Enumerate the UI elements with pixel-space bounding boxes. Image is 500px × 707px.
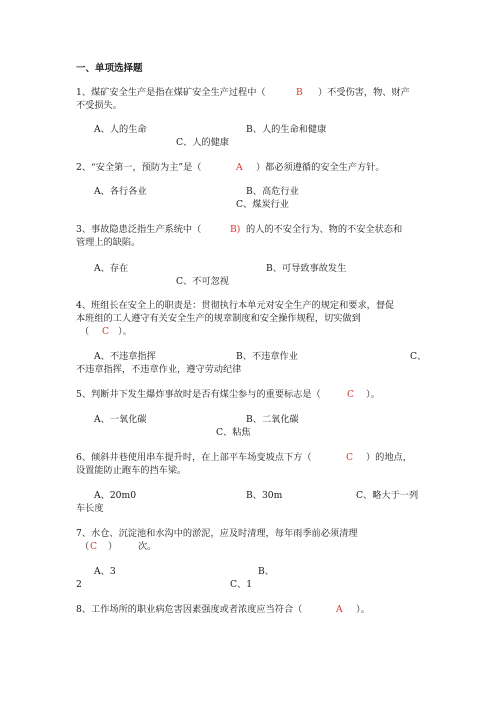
- question-3-option-a: A、存在: [94, 263, 129, 274]
- question-1-option-c: C、人的健康: [176, 137, 229, 148]
- question-2-option-c: C、煤炭行业: [236, 199, 289, 210]
- question-2-option-a: A、各行各业: [94, 186, 147, 197]
- question-6-answer: C: [346, 452, 354, 463]
- question-1-stem-a: 1、煤矿安全生产是指在煤矿安全生产过程中（: [76, 87, 266, 98]
- question-7-answer: C: [90, 541, 98, 552]
- question-4-option-b: B、不违章作业: [236, 351, 298, 362]
- question-7-option-b: B、: [258, 566, 274, 577]
- question-6-stem-b: ）的地点，: [366, 452, 412, 463]
- question-7-stem-close: ）: [108, 541, 118, 552]
- question-6-option-a: A、20m0: [94, 490, 137, 501]
- question-4-option-c-text: 不违章指挥，不违章作业，遵守劳动纪律: [76, 364, 242, 375]
- question-6-stem-line2: 设置能防止跑车的挡车梁。: [76, 465, 187, 476]
- question-3-answer: B): [230, 224, 241, 235]
- question-3-stem-a: 3、事故隐患泛指生产系统中（: [76, 224, 202, 235]
- question-4-stem-line1: 4、班组长在安全上的职责是：贯彻执行本单元对安全生产的规定和要求，督促: [76, 300, 395, 311]
- question-7-option-b-value: 2: [76, 579, 82, 590]
- question-6-option-b: B、30m: [246, 490, 283, 501]
- question-3-option-b: B、可导致事故发生: [266, 263, 347, 274]
- question-6-option-c-text: 车长度: [76, 503, 104, 514]
- section-title: 一、单项选择题: [76, 63, 143, 74]
- question-3-stem-b: 的人的不安全行为、物的不安全状态和: [246, 224, 403, 235]
- question-1-stem-b: ）不受伤害，物、财产: [318, 87, 410, 98]
- question-3-option-c: C、不可忽视: [176, 276, 229, 287]
- question-7-option-a: A、3: [94, 566, 116, 577]
- question-1-option-b: B、人的生命和健康: [246, 124, 327, 135]
- question-5-answer: C: [347, 389, 355, 400]
- question-6-option-c: C、略大于一列: [356, 490, 419, 501]
- question-2-option-b: B、高危行业: [246, 186, 299, 197]
- question-4-stem-open: （: [80, 326, 90, 337]
- question-7-option-c: C、1: [230, 579, 253, 590]
- question-5-option-b: B、二氧化碳: [246, 414, 299, 425]
- question-5-stem-b: ）。: [366, 389, 380, 400]
- question-5-option-c: C、粘焦: [216, 427, 251, 438]
- question-2-stem-b: ）都必须遵循的安全生产方针。: [256, 162, 385, 173]
- question-8-stem-a: 8、工作场所的职业病危害因素强度或者浓度应当符合（: [76, 604, 303, 615]
- question-1-answer: B: [296, 87, 303, 98]
- question-3-stem-line2: 管理上的缺陷。: [76, 237, 141, 248]
- question-8-answer: A: [336, 604, 343, 615]
- question-1-option-a: A、人的生命: [94, 124, 147, 135]
- question-4-option-a: A、不违章指挥: [94, 351, 156, 362]
- question-6-stem-a: 6、倾斜井巷使用串车提升时，在上部平车场变坡点下方（: [76, 452, 312, 463]
- question-5-stem-a: 5、判断井下发生爆炸事故时是否有煤尘参与的重要标志是（: [76, 389, 321, 400]
- question-2-stem-a: 2、“安全第一，预防为主”是（: [76, 162, 202, 173]
- question-4-stem-close: ）。: [118, 326, 132, 337]
- question-7-stem-tail: 次。: [138, 541, 157, 552]
- question-4-answer: C: [102, 326, 110, 337]
- question-4-stem-line2: 本班组的工人遵守有关安全生产的规章制度和安全操作规程，切实做到: [76, 313, 361, 324]
- question-2-answer: A: [236, 162, 243, 173]
- question-5-option-a: A、一氧化碳: [94, 414, 147, 425]
- question-7-stem-line1: 7、水仓、沉淀池和水沟中的淤泥，应及时清理，每年雨季前必须清理: [76, 528, 358, 539]
- question-7-stem-open: （: [80, 541, 90, 552]
- question-1-stem-line2: 不受损失。: [76, 100, 122, 111]
- question-4-option-c: C、: [410, 351, 427, 362]
- question-8-stem-b: ）。: [356, 604, 370, 615]
